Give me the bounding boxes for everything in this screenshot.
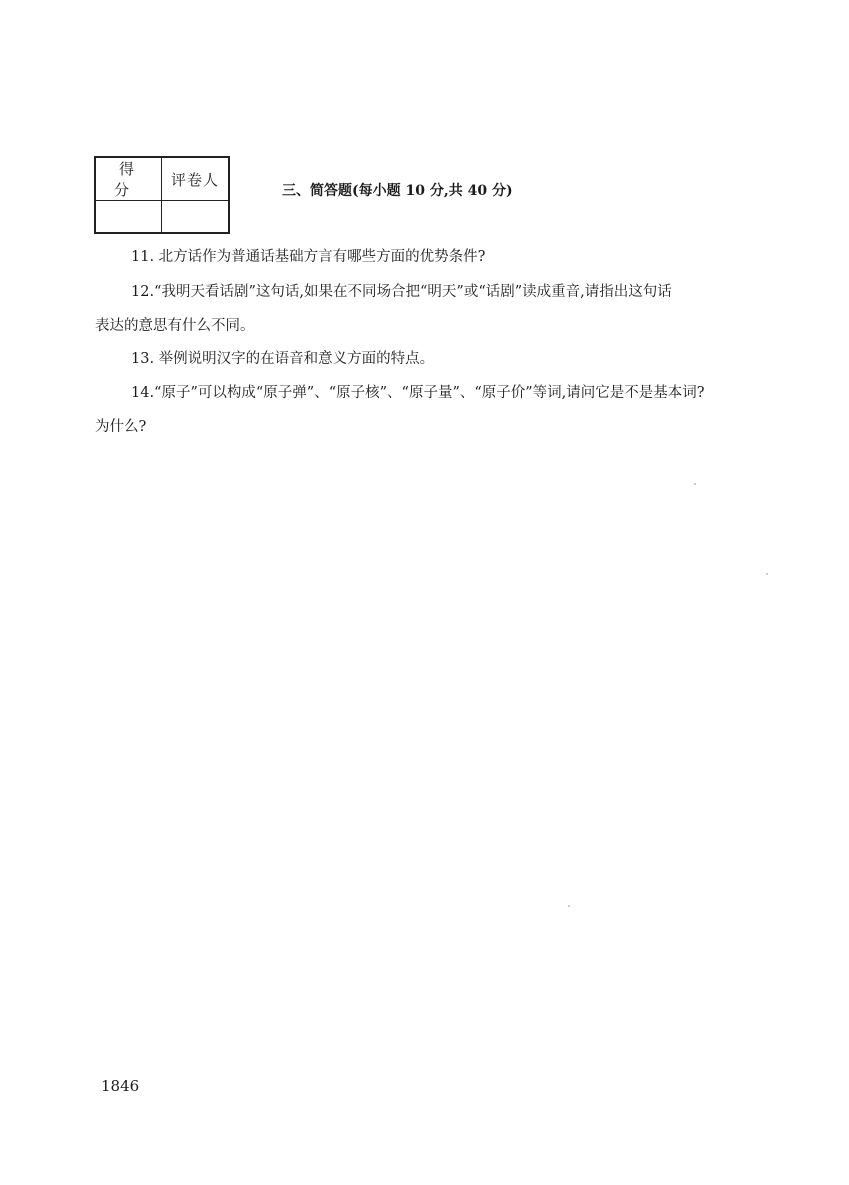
grader-label: 评卷人	[170, 170, 219, 189]
question-12: 12.“我明天看话剧”这句话,如果在不同场合把“明天”或“话剧”读成重音,请指出这句话	[131, 284, 672, 300]
question-11: 11. 北方话作为普通话基础方言有哪些方面的优势条件?	[131, 249, 486, 265]
grader-input-cell	[162, 201, 230, 234]
score-label: 得分	[113, 160, 148, 199]
score-table	[94, 156, 230, 234]
score-header-cell	[95, 157, 162, 201]
score-input-cell	[95, 201, 162, 234]
scan-speck	[568, 905, 570, 907]
grader-header-cell	[162, 157, 230, 201]
question-14-continuation: 为什么?	[95, 419, 147, 435]
scan-speck	[694, 483, 696, 485]
page-number: 1846	[101, 1077, 140, 1095]
question-12-continuation: 表达的意思有什么不同。	[95, 318, 255, 334]
question-13: 13. 举例说明汉字的在语音和意义方面的特点。	[131, 351, 435, 367]
question-14: 14.“原子”可以构成“原子弹”、“原子核”、“原子量”、“原子价”等词,请问它是不是基本词?	[131, 385, 705, 401]
section-title: 三、简答题(每小题 10 分,共 40 分)	[282, 183, 513, 199]
scan-speck	[766, 573, 768, 575]
